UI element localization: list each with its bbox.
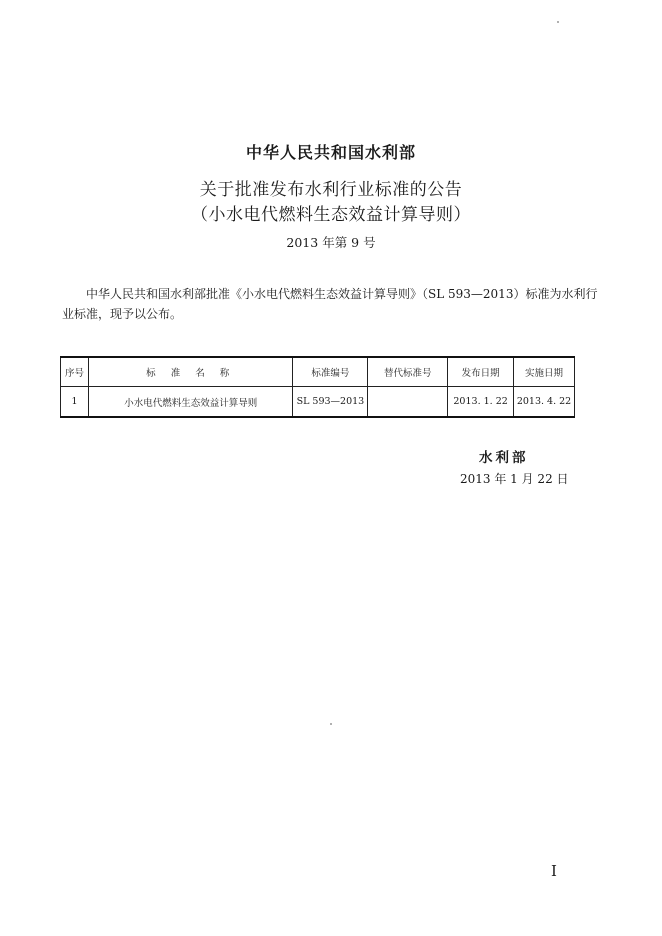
cell-code: SL 593—2013 xyxy=(293,387,368,418)
table-header-row xyxy=(61,357,575,387)
cell-replaced xyxy=(368,387,448,418)
header-publish-date: 发布日期 xyxy=(448,357,514,387)
announcement-title: 关于批准发布水利行业标准的公告 xyxy=(199,180,463,200)
header-effective-date: 实施日期 xyxy=(514,357,575,387)
issuing-authority: 中华人民共和国水利部 xyxy=(245,143,416,162)
header-name: 标 准 名 称 xyxy=(88,357,293,387)
header-replaced: 替代标准号 xyxy=(368,357,448,387)
table-row xyxy=(61,387,575,418)
page-number: I xyxy=(551,862,557,880)
header-code: 标准编号 xyxy=(293,357,368,387)
cell-seq: 1 xyxy=(61,387,89,418)
document-number: 2013 年第 9 号 xyxy=(286,235,376,250)
announcement-subtitle: （小水电代燃料生态效益计算导则） xyxy=(191,205,471,225)
standards-table xyxy=(60,356,575,418)
signing-date: 2013 年 1 月 22 日 xyxy=(460,472,569,486)
scan-speck xyxy=(557,21,559,23)
header-seq: 序号 xyxy=(61,357,89,387)
cell-effective-date: 2013. 4. 22 xyxy=(514,387,575,418)
cell-publish-date: 2013. 1. 22 xyxy=(448,387,514,418)
scan-speck xyxy=(330,723,332,725)
cell-name: 小水电代燃料生态效益计算导则 xyxy=(88,387,293,418)
signing-organization: 水利部 xyxy=(479,450,529,466)
announcement-body: 中华人民共和国水利部批准《小水电代燃料生态效益计算导则》（SL 593—2013）标准为水利行业标准，现予以公布。 xyxy=(62,287,598,321)
